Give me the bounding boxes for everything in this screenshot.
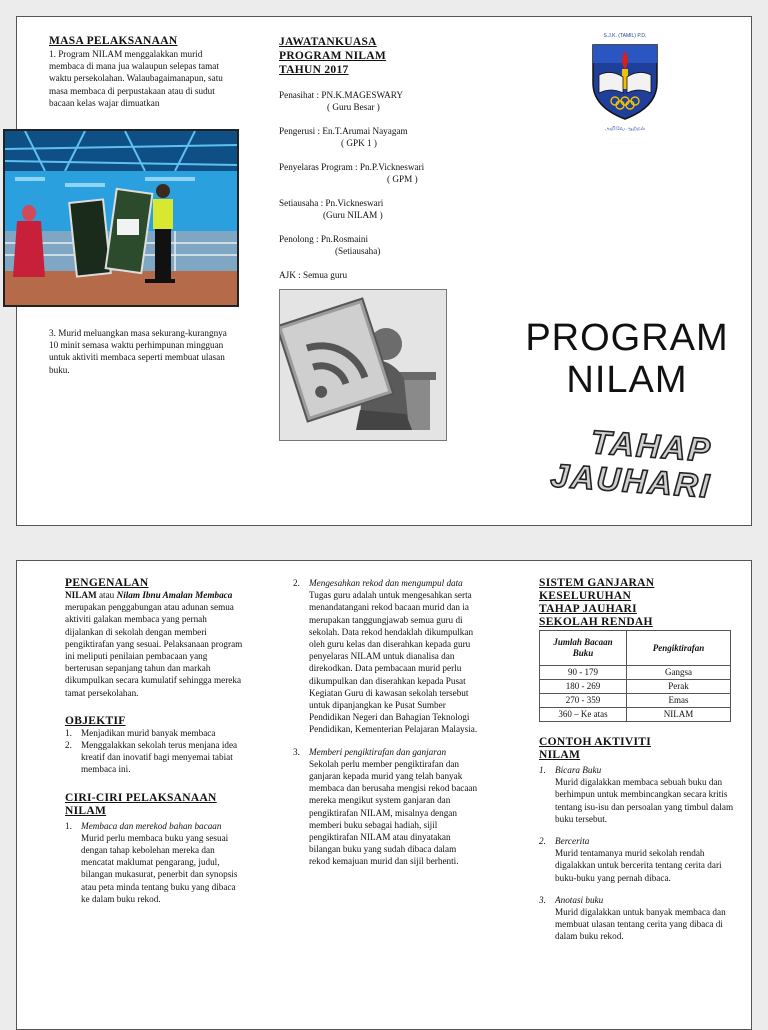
list-item: 2. Bercerita Murid tentamanya murid sekolah rendah digalakkan untuk bercerita tentang cerita dari buku-buku yang pernah dibaca.	[539, 836, 722, 883]
objektif-heading: OBJEKTIF	[65, 714, 126, 727]
masa-item-3: 3. Murid meluangkan masa sekurang-kurangnya 10 minit semasa waktu perhimpunan mingguan untuk aktiviti membaca seperti membuat ulasan buku.	[49, 328, 227, 375]
pengenalan-body: NILAM atau Nilam Ibnu Amalan Membaca merupakan penggabungan atau adunan semua aktiviti galakan membaca yang pernah dijalankan di sekolah dengan memberi pengiktirafan yang sesuai. Pelaksanaan program ini meliputi penilaian pembacaan yang berterusan sepanjang tahun dan markah dikumpulkan secara kumulatif sehingga mereka tamat persekolahan.	[65, 590, 243, 698]
ajk-row: Penasihat : PN.K.MAGESWARY ( Guru Besar )	[279, 90, 404, 113]
masa-heading: MASA PELAKSANAAN	[49, 35, 178, 47]
ajk-row: Penyelaras Program : Pn.P.Vickneswari ( GPM )	[279, 162, 425, 185]
column-1	[65, 577, 245, 905]
ciri-item-1: 1. Membaca dan merekod bahan bacaan Murid perlu membaca buku yang sesuai dengan tahap kebolehan mereka dan mencatat maklumat pengarang, judul, bilangan mukasurat, penerbit dan synopsis atau peta minda tentang buku yang dibaca ke dalam buku rekod.	[65, 820, 238, 904]
column-3	[539, 577, 739, 943]
tahap-jauhari-title: TAHAP JAUHARI	[549, 423, 713, 505]
ciri-item-3: 3. Memberi pengiktirafan dan ganjaran Sekolah perlu member pengiktirafan dan ganjaran kepada murid yang telah banyak membaca dan berusaha mengisi rekod bacaan mereka mengikut system ganjaran dan pengiktirafan NILAM, misalnya dengan memberi buku sebagai hadiah, sijil pengiktirafan NILAM atau dinyatakan bilangan buku yang sudah dibaca dalam rekod kemajuan murid dan sijil berhenti.	[293, 746, 478, 867]
ajk-heading: JAWATANKUASA PROGRAM NILAM TAHUN 2017	[279, 36, 387, 76]
list-item: 2. Menggalakkan sekolah terus menjana idea kreatif dan inovatif bagi menyemai tabiat membaca ini.	[65, 740, 238, 775]
contoh-heading: CONTOH AKTIVITI NILAM	[539, 736, 651, 761]
reading-illustration	[279, 289, 447, 441]
reward-table	[539, 630, 731, 722]
ajk-row: Pengerusi : En.T.Arumai Nayagam ( GPK 1 )	[279, 126, 408, 149]
ajk-row: AJK : Semua guru	[279, 270, 348, 280]
ajk-list	[279, 89, 479, 289]
table-header-row: Jumlah Bacaan Buku Pengiktirafan	[540, 631, 731, 666]
list-item: 1. Menjadikan murid banyak membaca	[65, 727, 216, 738]
school-crest-icon	[585, 39, 665, 121]
table-row: 180 - 269 Perak	[540, 680, 731, 694]
brochure-back-panel	[16, 560, 752, 1030]
stage-photo	[3, 129, 239, 307]
ciri-item-2: 2. Mengesahkan rekod dan mengumpul data Tugas guru adalah untuk mengesahkan serta menandatangani rekod bacaan murid dan ia merupakan tanggungjawab semua guru di sekolah. Data rekod hendaklah dikumpulkan oleh guru kelas dan diserahkan kepada guru penyelaras NILAM untuk dianalisa dan direkodkan. Data pembacaan murid perlu dikumpulkan dan diserahkan kepada Pusat Kegiatan Guru di kawasan sekolah tersebut untuk dipanjangkan ke Pusat Sumber Pendidikan Negeri dan Bahagian Teknologi Pendidikan, Kementerian Pelajaran Malaysia.	[293, 578, 478, 735]
ciri-heading: CIRI-CIRI PELAKSANAAN NILAM	[65, 791, 217, 817]
list-item: 3. Anotasi buku Murid digalakkan untuk banyak membaca dan membuat ulasan tentang cerita yang dibaca di dalam buku rekod.	[539, 894, 726, 942]
pengenalan-heading: PENGENALAN	[65, 577, 149, 589]
school-logo: S.J.K. (TAMIL) P.D. அறிவே ஆற்றல்	[585, 33, 665, 129]
table-row: 270 - 359 Emas	[540, 694, 731, 708]
column-2	[293, 577, 478, 868]
masa-item-1: 1. Program NILAM menggalakkan murid membaca di mana jua walaupun selepas tamat waktu persekolahan. Walaubagaimanapun, satu masa membaca di perpustakaan atau di sudut bacaan kelas wajar dimuatkan	[49, 49, 223, 108]
ajk-row: Setiausaha : Pn.Vickneswari (Guru NILAM )	[279, 198, 384, 221]
brochure-front-panel	[16, 16, 752, 526]
table-row: 360 – Ke atas NILAM	[540, 708, 731, 722]
table-row: 90 - 179 Gangsa	[540, 666, 731, 680]
page-title: PROGRAM NILAM	[525, 317, 729, 401]
sistem-heading: SISTEM GANJARAN KESELURUHAN TAHAP JAUHARI SEKOLAH RENDAH	[539, 577, 655, 628]
objektif-list	[65, 727, 245, 776]
list-item: 1. Bicara Buku Murid digalakkan membaca sebuah buku dan berhimpun untuk membincangkan secara kritis tentang isu-isu dan persoalan yang timbul dalam buku tersebut.	[539, 765, 734, 824]
contoh-list	[539, 764, 739, 943]
ajk-row: Penolong : Pn.Rosmaini (Setiausaha)	[279, 234, 381, 257]
